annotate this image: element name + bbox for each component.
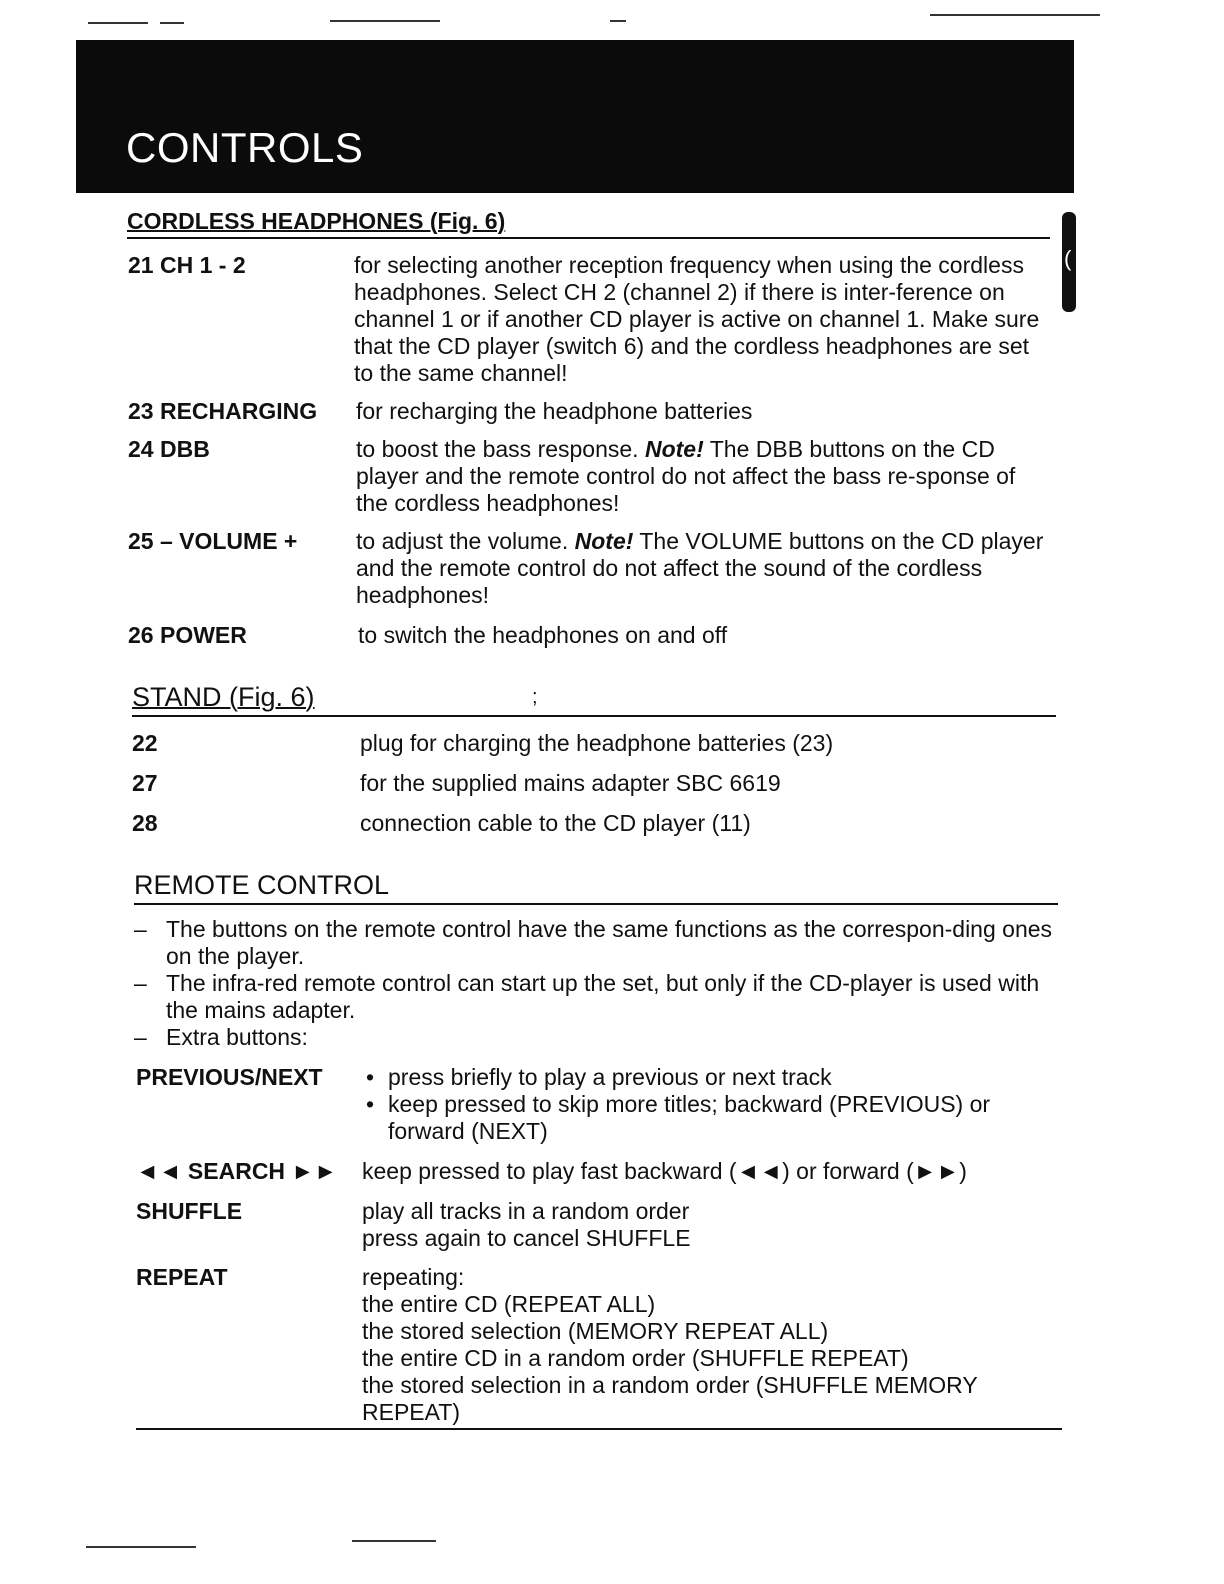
scan-artifact (352, 1540, 436, 1542)
list-item: – The buttons on the remote control have the same functions as the correspon-ding ones on the player. (134, 916, 1054, 970)
item-term: REPEAT (136, 1264, 228, 1290)
bullet-line: • press briefly to play a previous or next track (362, 1064, 1062, 1091)
desc-line: play all tracks in a random order (362, 1198, 690, 1224)
desc-text: to adjust the volume. (356, 528, 575, 554)
scan-artifact (88, 22, 148, 24)
desc-line: repeating: (362, 1264, 465, 1290)
item-term: 27 (132, 770, 158, 796)
desc-text: to boost the bass response. (356, 436, 645, 462)
language-edge-tab (1062, 212, 1076, 312)
item-term: 26 POWER (128, 622, 247, 648)
desc-line: the entire CD in a random order (SHUFFLE REPEAT) (362, 1345, 909, 1371)
edge-tab-letter: ( (1064, 246, 1072, 271)
stray-mark: ; (532, 686, 538, 708)
desc-line: press again to cancel SHUFFLE (362, 1225, 691, 1251)
desc-line: the stored selection in a random order (SHUFFLE MEMORY REPEAT) (362, 1372, 978, 1425)
scan-artifact (610, 20, 626, 22)
note-label: Note! (574, 528, 634, 554)
section-heading-headphones (127, 208, 1050, 239)
item-term: 21 CH 1 - 2 (128, 252, 246, 278)
bullet-line: • keep pressed to skip more titles; backward (PREVIOUS) or forward (NEXT) (362, 1091, 1062, 1145)
item-term: 25 – VOLUME + (128, 528, 298, 554)
list-item: – The infra-red remote control can start up the set, but only if the CD-player is used with the mains adapter. (134, 970, 1054, 1024)
heading-text: REMOTE CONTROL (134, 870, 390, 900)
item-description: for recharging the headphone batteries (356, 398, 753, 424)
scan-artifact (930, 14, 1100, 16)
header-bar (76, 40, 1074, 193)
desc-text: The VOLUME buttons on the CD player and the remote control do not affect the sound of the cordless headphones! (356, 528, 1044, 608)
item-term: PREVIOUS/NEXT (136, 1064, 323, 1090)
item-term: ◄◄ SEARCH ►► (136, 1158, 337, 1184)
item-term: SHUFFLE (136, 1198, 243, 1224)
item-description (362, 1264, 1062, 1426)
desc-line: the stored selection (MEMORY REPEAT ALL) (362, 1318, 829, 1344)
item-description: connection cable to the CD player (11) (360, 810, 751, 836)
item-description: keep pressed to play fast backward (◄◄) or forward (►►) (362, 1158, 967, 1184)
desc-text: The DBB buttons on the CD player and the remote control do not affect the bass re-sponse of the cordless headphones! (356, 436, 1016, 516)
item-description: for selecting another reception frequency when using the cordless headphones. Select CH 2 (channel 2) if there is inter-ference on channel 1 or if another CD player is active on channel 1. Make sure that the CD player (switch 6) and the cordless headphones are set to the same channel! (354, 252, 1040, 386)
item-term: 23 RECHARGING (128, 398, 318, 424)
item-description: plug for charging the headphone batteries (23) (360, 730, 834, 756)
item-term: 22 (132, 730, 158, 756)
section-heading-remote (134, 870, 1058, 905)
item-term: 28 (132, 810, 158, 836)
scan-artifact (86, 1546, 196, 1548)
bottom-divider (136, 1428, 1062, 1430)
list-item: – Extra buttons: (134, 1024, 1054, 1051)
item-term: 24 DBB (128, 436, 210, 462)
remote-bullet-list (134, 916, 1054, 1051)
page-title: CONTROLS (126, 124, 364, 171)
section-heading-stand (132, 682, 1056, 717)
item-description (362, 1198, 1062, 1252)
desc-line: the entire CD (REPEAT ALL) (362, 1291, 656, 1317)
item-description (356, 436, 1046, 517)
note-label: Note! (644, 436, 704, 462)
item-description (362, 1064, 1062, 1145)
heading-text: STAND (Fig. 6) (132, 682, 315, 712)
item-description: for the supplied mains adapter SBC 6619 (360, 770, 781, 796)
scan-artifact (330, 20, 440, 22)
item-description: to switch the headphones on and off (358, 622, 728, 648)
item-description (356, 528, 1046, 609)
scan-artifact (160, 22, 184, 24)
heading-text: CORDLESS HEADPHONES (Fig. 6) (127, 208, 506, 234)
